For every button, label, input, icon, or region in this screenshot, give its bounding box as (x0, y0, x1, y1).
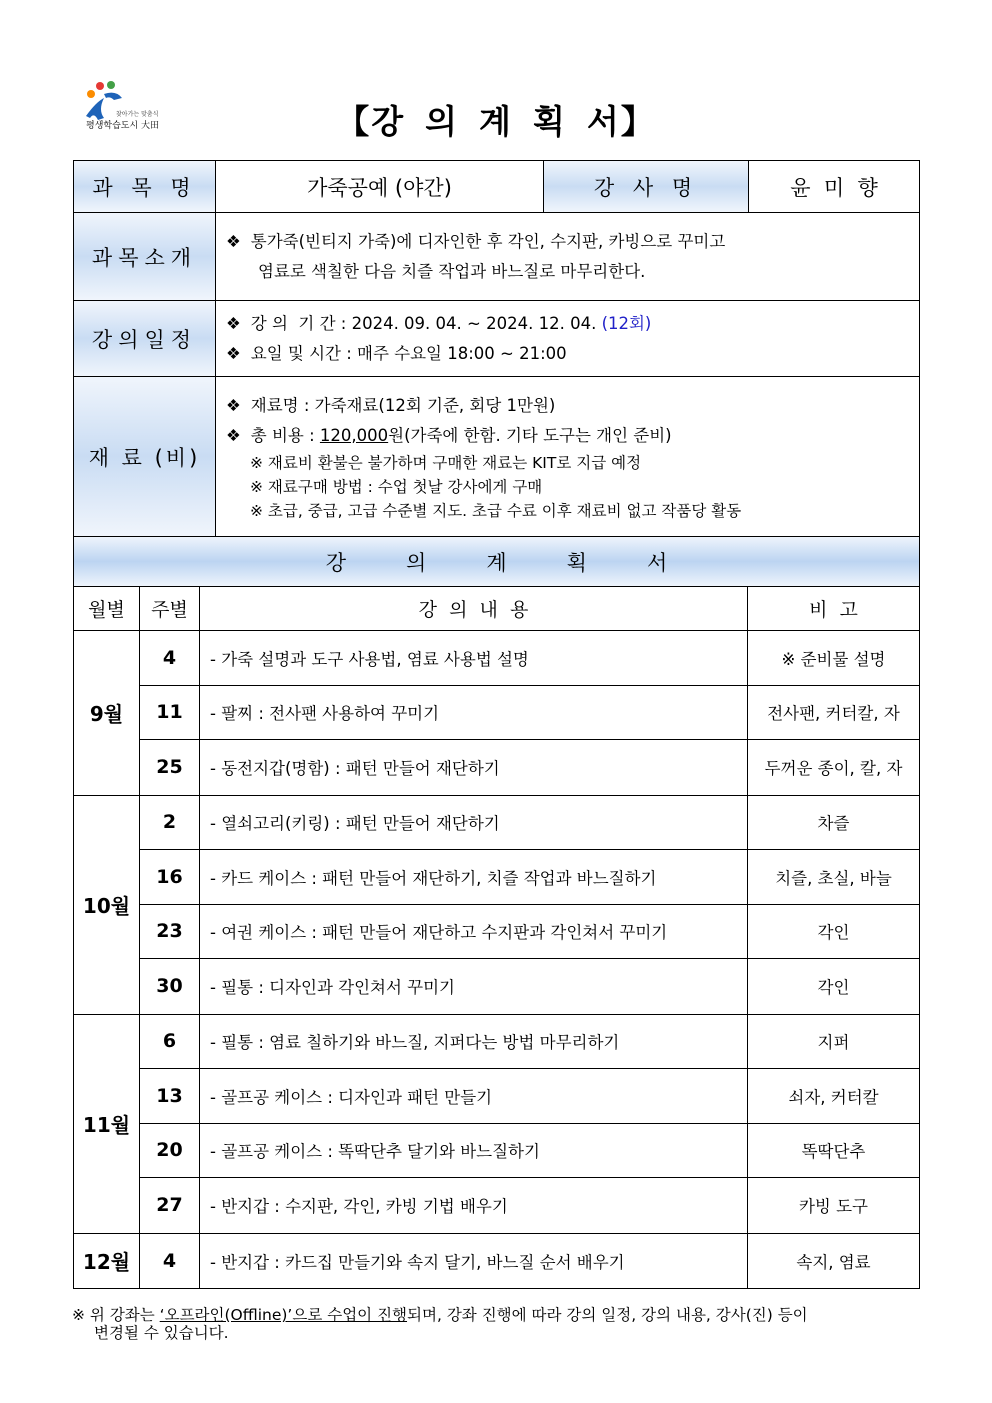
banner-char: 강 (325, 550, 347, 575)
period-count: (12회) (601, 313, 652, 333)
material-note: ※ 재료구매 방법 : 수업 첫날 강사에게 구매 (250, 477, 543, 496)
diamond-bullet-icon: ❖ (226, 425, 241, 445)
week-number: 25 (140, 740, 200, 795)
lesson-remark: 속지, 염료 (796, 1252, 871, 1272)
footer-suffix: 되며, 강좌 진행에 따라 강의 일정, 강의 내용, 강사(진) 등이 (407, 1306, 808, 1324)
lesson-content: - 팔찌 : 전사팬 사용하여 꾸미기 (200, 686, 748, 740)
lesson-remark: 각인 (817, 978, 850, 998)
time-text: 요일 및 시간 : 매주 수요일 18:00 ~ 21:00 (250, 343, 567, 363)
week-number: 20 (140, 1124, 200, 1178)
month-label: 12월 (74, 1234, 140, 1289)
lesson-remark: 치즐, 초실, 바늘 (775, 868, 892, 888)
lesson-remark: 쇠자, 커터칼 (788, 1087, 879, 1107)
instructor-label: 강 사 명 (544, 161, 749, 212)
content-header: 강 의 내 용 (200, 587, 748, 630)
table-row (140, 1015, 919, 1070)
table-row (140, 740, 919, 795)
intro-row (74, 213, 919, 301)
lesson-remark: 똑딱단추 (801, 1142, 866, 1162)
week-number: 11 (140, 686, 200, 740)
table-row (140, 1234, 919, 1289)
lesson-remark: 차즐 (817, 814, 850, 834)
table-row (140, 959, 919, 1014)
intro-line: 염료로 색칠한 다음 치즐 작업과 바느질로 마무리한다. (258, 261, 646, 281)
plan-banner (74, 537, 919, 586)
material-note: ※ 초급, 중급, 고급 수준별 지도. 초급 수료 이후 재료비 없고 작품당 활동 (250, 501, 742, 520)
week-header: 주별 (140, 587, 200, 630)
logo-subtitle: 찾아가는 맞춤식 (116, 111, 159, 118)
week-number: 30 (140, 959, 200, 1014)
lesson-content: - 가죽 설명과 도구 사용법, 염료 사용법 설명 (200, 631, 748, 685)
week-number: 4 (140, 631, 200, 685)
lesson-content: - 필통 : 염료 칠하기와 바느질, 지퍼다는 방법 마무리하기 (200, 1015, 748, 1069)
diamond-bullet-icon: ❖ (226, 343, 241, 363)
week-number: 4 (140, 1234, 200, 1289)
lesson-content: - 골프공 케이스 : 똑딱단추 달기와 바느질하기 (200, 1124, 748, 1178)
month-group-december (74, 1234, 919, 1289)
lesson-content: - 카드 케이스 : 패턴 만들어 재단하기, 치즐 작업과 바느질하기 (200, 850, 748, 904)
intro-line: 통가죽(빈티지 가죽)에 디자인한 후 각인, 수지판, 카빙으로 꾸미고 (250, 231, 726, 251)
lesson-remark: 카빙 도구 (798, 1197, 868, 1217)
title-char: 계 (479, 102, 513, 141)
title-char: 의 (425, 102, 460, 141)
material-label: 재 료 (비) (74, 377, 216, 536)
banner-char: 의 (406, 550, 427, 575)
lesson-content: - 필통 : 디자인과 각인쳐서 꾸미기 (200, 959, 748, 1014)
week-number: 2 (140, 796, 200, 850)
total-prefix: 총 비용 : (250, 425, 320, 445)
material-content (216, 377, 919, 536)
material-name: 재료명 : 가죽재료(12회 기준, 회당 1만원) (250, 395, 556, 415)
subject-value: 가죽공예 (야간) (216, 161, 544, 212)
lesson-content: - 반지갑 : 수지판, 각인, 카빙 기법 배우기 (200, 1178, 748, 1233)
footer-prefix: ※ 위 강좌는 (72, 1306, 160, 1324)
lesson-content: - 반지갑 : 카드집 만들기와 속지 달기, 바느질 순서 배우기 (200, 1234, 748, 1289)
material-note: ※ 재료비 환불은 불가하며 구매한 재료는 KIT로 지급 예정 (250, 453, 642, 472)
table-row (140, 686, 919, 741)
week-number: 16 (140, 850, 200, 904)
lesson-remark: 지퍼 (817, 1033, 850, 1053)
diamond-bullet-icon: ❖ (226, 313, 241, 333)
schedule-header-row (74, 587, 919, 631)
lesson-remark: 두꺼운 종이, 칼, 자 (764, 759, 903, 779)
lesson-content: - 골프공 케이스 : 디자인과 패턴 만들기 (200, 1069, 748, 1123)
table-row (140, 631, 919, 686)
table-row (140, 1124, 919, 1179)
plan-banner-row (74, 537, 919, 587)
lesson-content: - 열쇠고리(키링) : 패턴 만들어 재단하기 (200, 796, 748, 850)
month-label: 11월 (74, 1015, 140, 1233)
month-group-november (74, 1015, 919, 1234)
page-title (0, 96, 992, 143)
total-suffix: 원(가죽에 한함. 기타 도구는 개인 준비) (388, 425, 672, 445)
week-number: 23 (140, 905, 200, 959)
lesson-remark: 전사팬, 커터칼, 자 (767, 704, 900, 724)
total-amount: 120,000 (319, 425, 389, 445)
month-header: 월별 (74, 587, 140, 630)
logo-name: 평생학습도시 大田 (86, 121, 160, 131)
instructor-value: 윤 미 향 (790, 175, 878, 200)
week-number: 6 (140, 1015, 200, 1069)
schedule-label: 강의일정 (74, 301, 216, 376)
week-number: 27 (140, 1178, 200, 1233)
subject-label: 과 목 명 (74, 161, 216, 212)
schedule-row (74, 301, 919, 377)
table-row (140, 796, 919, 851)
subject-row (74, 161, 919, 213)
lesson-remark: 각인 (817, 923, 850, 943)
title-char: 획 (532, 102, 567, 141)
table-row (140, 850, 919, 905)
table-row (140, 1178, 919, 1233)
intro-content (216, 213, 919, 300)
period-text: 강 의 기 간 : 2024. 09. 04. ~ 2024. 12. 04. (250, 313, 602, 333)
week-number: 13 (140, 1069, 200, 1123)
month-label: 10월 (74, 796, 140, 1014)
title-char: 서】 (586, 102, 656, 141)
diamond-bullet-icon: ❖ (226, 231, 241, 251)
table-row (140, 1069, 919, 1124)
footer-note (72, 1306, 917, 1342)
lecture-plan-table (73, 160, 920, 1289)
material-row (74, 377, 919, 537)
lesson-remark: ※ 준비물 설명 (781, 649, 886, 669)
intro-label: 과목소개 (74, 213, 216, 300)
footer-underlined: ‘오프라인(Offline)’으로 수업이 진행 (159, 1306, 408, 1324)
table-row (140, 905, 919, 960)
lesson-content: - 동전지갑(명함) : 패턴 만들어 재단하기 (200, 740, 748, 795)
banner-char: 획 (566, 550, 587, 575)
diamond-bullet-icon: ❖ (226, 395, 241, 415)
banner-char: 계 (486, 550, 507, 575)
remark-header: 비 고 (809, 599, 858, 621)
schedule-content (216, 301, 919, 376)
title-char: 【강 (336, 102, 406, 141)
month-label: 9월 (74, 631, 140, 795)
banner-char: 서 (646, 550, 668, 575)
footer-line2: 변경될 수 있습니다. (94, 1324, 229, 1342)
month-group-october (74, 796, 919, 1015)
lesson-content: - 여권 케이스 : 패턴 만들어 재단하고 수지판과 각인쳐서 꾸미기 (200, 905, 748, 959)
month-group-september (74, 631, 919, 796)
